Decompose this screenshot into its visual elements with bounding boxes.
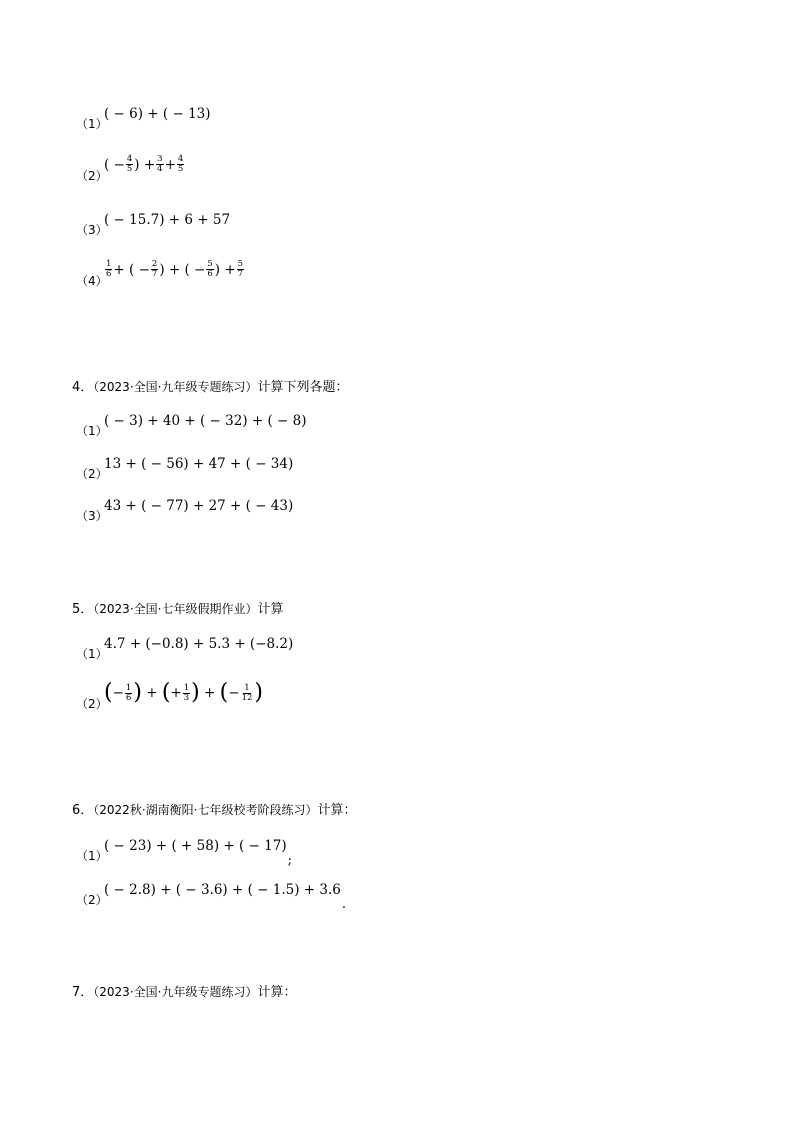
math-expression: ( − 6) + ( − 13)	[104, 106, 211, 122]
math-expression: ( − 3) + 40 + ( − 32) + ( − 8)	[104, 413, 307, 429]
question-source: （2022秋·湖南衡阳·七年级校考阶段练习）	[93, 803, 318, 817]
item-label: （1）	[76, 849, 108, 863]
question-source: （2023·全国·七年级假期作业）	[93, 602, 258, 616]
fraction: $\frac{1}{12}$	[241, 682, 253, 703]
math-expression: 43 + ( − 77) + 27 + ( − 43)	[104, 498, 294, 514]
item-label: （2）	[76, 169, 108, 183]
math-expression: $\frac{1}{6}$ + ( − $\frac{2}{7}$ ) + ( − $\frac{5}{6}$ ) + $\frac{5}{7}$	[106, 259, 244, 279]
item-label: （2）	[76, 697, 108, 711]
math-expression: 13 + ( − 56) + 47 + ( − 34)	[104, 456, 294, 472]
math-expression: 4.7 + (−0.8) + 5.3 + (−8.2)	[104, 636, 294, 652]
item-label: （1）	[76, 647, 108, 661]
question-source: （2023·全国·九年级专题练习）	[93, 380, 258, 394]
question-number: 5．	[72, 602, 94, 617]
item-label: （1）	[76, 117, 108, 131]
math-expression: ( − $\frac{1}{6}$ ) + ( + $\frac{1}{3}$ ) + ( − $\frac{1}{12}$ )	[104, 680, 263, 705]
question-prompt: 计算：	[317, 803, 357, 818]
punctuation: .	[341, 897, 346, 912]
fraction: $\frac{3}{4}$	[157, 154, 163, 174]
item-label: （3）	[76, 509, 108, 523]
question-7-heading	[72, 984, 296, 1001]
math-expression: ( − 15.7) + 6 + 57	[104, 212, 231, 228]
q3-item-2	[76, 155, 185, 182]
question-prompt: 计算下列各题：	[257, 380, 349, 395]
math-expression: ( − 2.8) + ( − 3.6) + ( − 1.5) + 3.6	[104, 882, 341, 898]
fraction: $\frac{2}{7}$	[151, 259, 158, 279]
punctuation: ;	[287, 853, 292, 868]
q4-item-2	[76, 456, 293, 480]
math-expression: ( − $\frac{4}{5}$ ) + $\frac{3}{4}$ + $\frac{4}{5}$	[104, 154, 184, 174]
q5-item-2	[76, 682, 263, 710]
fraction: $\frac{1}{6}$	[125, 682, 132, 703]
question-source: （2023·全国·九年级专题练习）	[93, 985, 258, 999]
item-label: （1）	[76, 424, 108, 438]
fraction: $\frac{4}{5}$	[177, 154, 184, 174]
q3-item-3	[76, 212, 230, 236]
q3-item-4	[76, 260, 245, 287]
fraction: $\frac{1}{6}$	[106, 259, 112, 279]
question-prompt: 计算：	[257, 985, 297, 1000]
q3-item-1	[76, 106, 211, 130]
fraction: $\frac{1}{3}$	[183, 682, 190, 703]
math-expression: ( − 23) + ( + 58) + ( − 17)	[104, 838, 287, 854]
item-label: （3）	[76, 223, 108, 237]
question-4-heading	[72, 379, 348, 396]
question-number: 4．	[72, 380, 94, 395]
item-label: （2）	[76, 467, 108, 481]
fraction: $\frac{4}{5}$	[126, 154, 133, 174]
q4-item-3	[76, 498, 293, 522]
question-5-heading	[72, 601, 283, 618]
fraction: $\frac{5}{6}$	[207, 259, 213, 279]
q6-item-2	[76, 882, 346, 912]
item-label: （2）	[76, 893, 108, 907]
q4-item-1	[76, 413, 307, 437]
question-6-heading	[72, 802, 356, 819]
question-prompt: 计算	[257, 602, 284, 617]
question-number: 6．	[72, 803, 94, 818]
q6-item-1	[76, 838, 292, 868]
fraction: $\frac{5}{7}$	[237, 259, 244, 279]
item-label: （4）	[76, 274, 108, 288]
q5-item-1	[76, 636, 293, 660]
question-number: 7．	[72, 985, 94, 1000]
